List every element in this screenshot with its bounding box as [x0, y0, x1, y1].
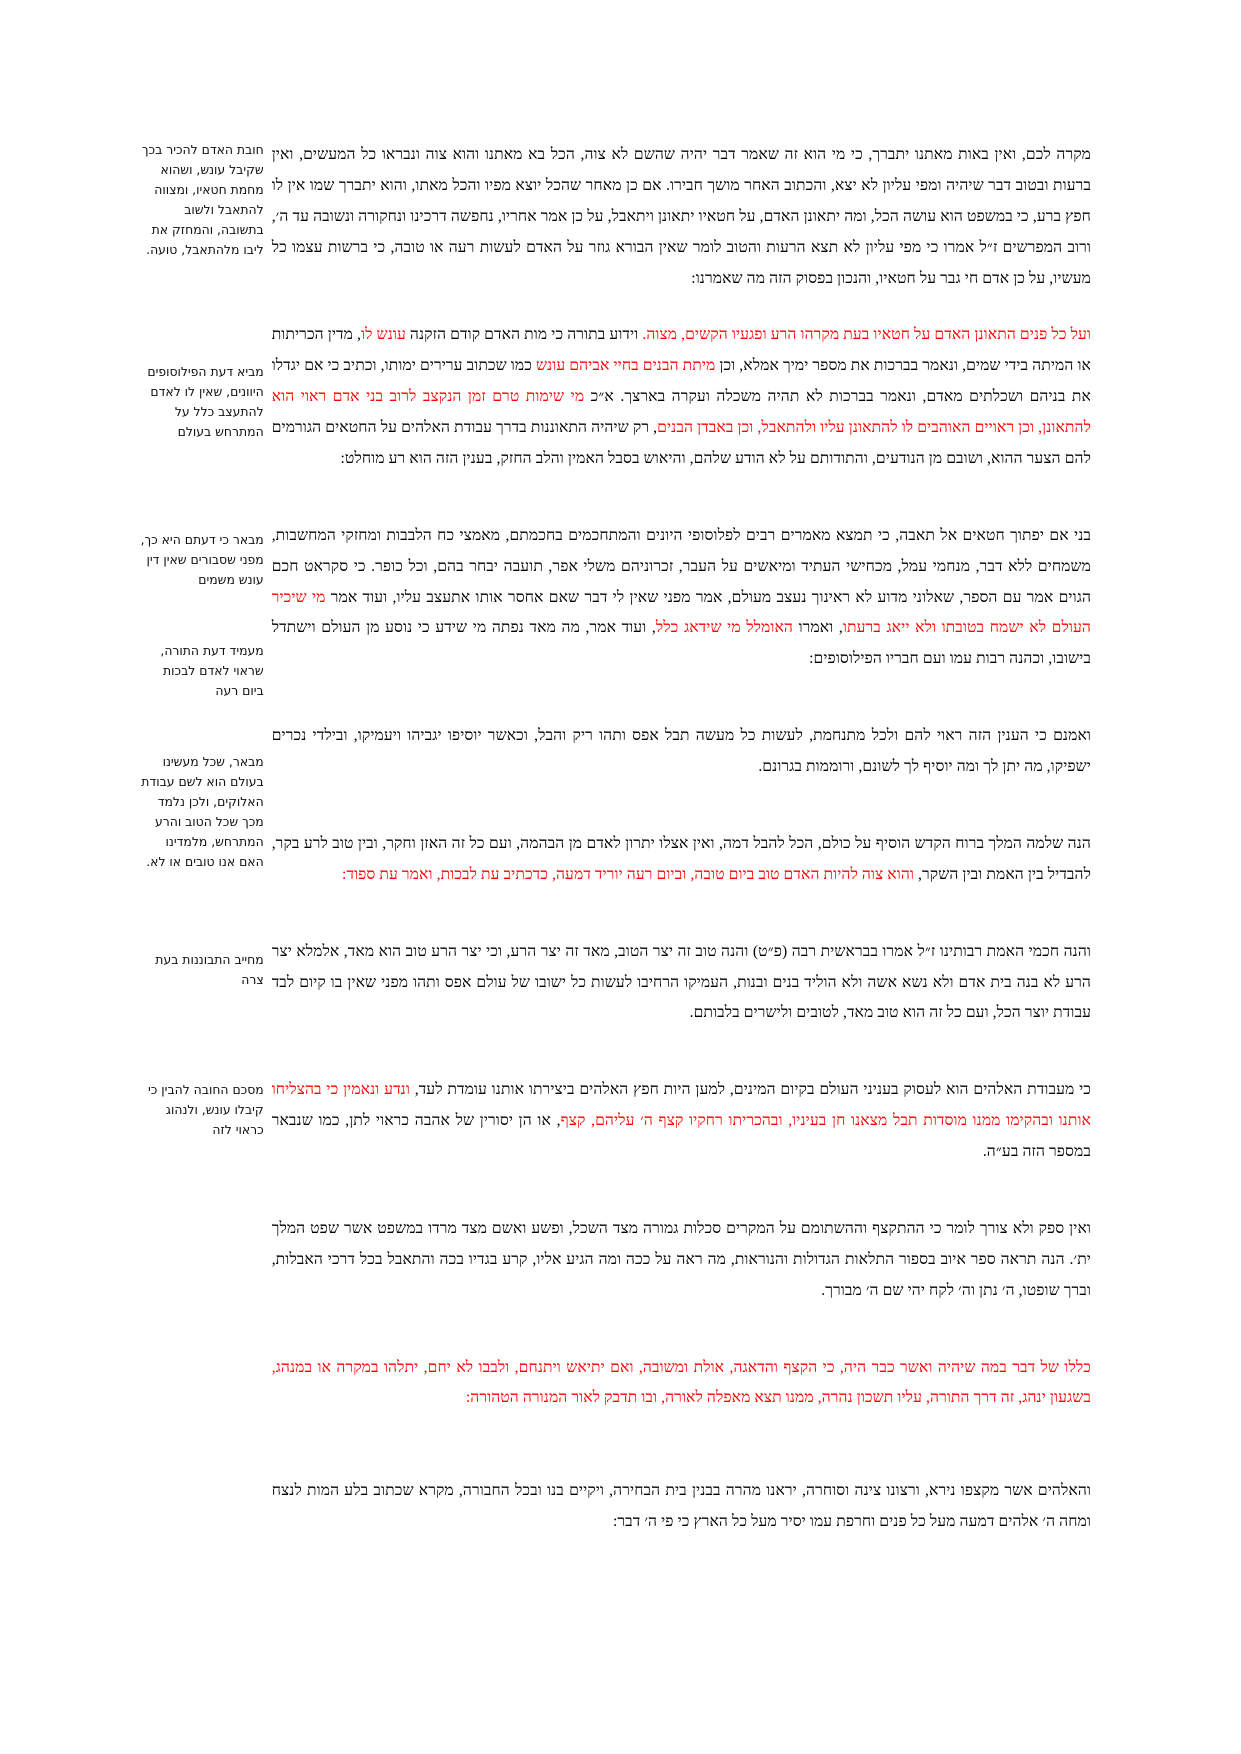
- text-run-red: מי שיכיר העולם לא ישמח בטובתו ולא ייאג ברעתו: [271, 588, 1091, 637]
- text-run: א״כ: [584, 388, 614, 406]
- text-run-red: והוא צוה להיות האדם טוב ביום טובה, וביום רעה יוריד דמעה, כדכתיב עת לבכות, ואמר עת ספוד:: [342, 865, 914, 883]
- text-run: בני אם יפתוך חטאים אל תאבה, כי תמצא מאמרים רבים לפלוסופי היונים והמתחכמים בחכמתם, מאמצי כח הלבבות ומחזקי המחשבות, משמחים ללא דבר, מנחמי עמל, מכחישי העתיד ומיאשים על העבר, זכרוניהם משלי אפר, תועבה יבחר בהם, וכל כופר. כי סקראט חכם הגוים אמר עם הספר, שאלוני מדוע לא ראינוך נעצב מעולם, אמר מפני שאין לי דבר שאם אחסר אותו אתעצב עליו, ועוד אמר: [271, 526, 1092, 606]
- margin-note: מחייב התבוננות בעת צרה: [155, 952, 264, 988]
- paragraph-10: [272, 1476, 1091, 1538]
- text-run: , ואמרו: [793, 619, 843, 637]
- text-run: , רק שיהיה התאוננות בדרך עבודת האלהים על החטאים הגורמים להם הצער ההוא, ושובם מן הנודעים, והתודותם על לא הודע שלהם, והיאוש בסבל האמין והלב החזק, בענין הזה הוא רע מוחלט:: [271, 419, 1091, 467]
- paragraph-3: [272, 521, 1091, 675]
- text-run-red: מיתת הבנים בחיי אביהם עונש: [535, 357, 716, 375]
- text-run-red: ועל כל פנים התאונן האדם על חטאיו בעת מקרהו הרע ופגעיו הקשים, מצוה.: [642, 326, 1091, 344]
- paragraph-5: [272, 829, 1091, 891]
- paragraph-8: [272, 1214, 1091, 1307]
- text-run: , מדין הכריתות או המיתה בידי שמים, ונאמר בברכות את מספר ימיך אמלא, וכן: [271, 326, 1091, 375]
- page-content: [140, 140, 1092, 1564]
- paragraph-6: [272, 937, 1091, 1030]
- text-run: ואמנם כי הענין הזה ראוי להם ולכל מתנחמת, לעשות כל מעשה תבל אפס ותהו ריק והבל, וכאשר יוסיפו יגביהו ויעמיקו, ובילדי נכרים ישפיקו, מה יתן לך ומה יוסיף לך לשונם, ורוממות בגרונם.: [271, 727, 1091, 775]
- text-run-red: מי שימות טרם זמן הנקצב לרוב בני אדם ראוי הוא להתאונן, וכן ראויים האוהבים לו להתאונן עליו ולהתאבל, וכן באבדן הבנים: [271, 388, 1091, 436]
- paragraph-1: [272, 140, 1091, 294]
- text-run: כי מעבודת האלהים הוא לעסוק בעניני העולם בקיום המינים, למען היות חפץ האלהים ביצירתו אותנו עומדת לעד,: [409, 1081, 1091, 1099]
- text-run: ואין ספק ולא צורך לומר כי ההתקצף וההשתומם על המקרים סכלות גמורה מצד השכל, ופשע ואשם מצד מרדו במשפט אשר שפט המלך ית׳. הנה תראה ספר איוב בספור התלאות הגדולות והנוראות, מה ראה על ככה ומה הגיע אליו, קרע בגדיו בכה והתאבל בכל דרכי האבלות, וברך שופטו, ה׳ נתן וה׳ לקח יהי שם ה׳ מבורך.: [271, 1219, 1091, 1299]
- text-run: וידוע בתורה כי מות האדם קודם הזקנה: [405, 326, 643, 344]
- paragraph-4: [272, 721, 1091, 783]
- paragraph-2: [272, 320, 1091, 474]
- margin-note: חובת האדם להכיר בכך שקיבל עונש, ושהוא מחמת חטאיו, ומצווה להתאבל ולשוב בתשובה, והמחזק את ליבו מלהתאבל, טועה.: [141, 142, 264, 258]
- text-run: , או הן יסורין של אהבה כראוי לתן, כמו שנבאר במספר הזה בע״ה.: [271, 1112, 1091, 1160]
- text-run: , ועוד אמר, מה מאד נפתה מי שידע כי נוסע מן העולם וישתדל בישובו, וכהנה רבות עמו ועם חבריו הפילוסופים:: [271, 619, 1091, 668]
- margin-note: מבאר כי דעתם היא כך, מפני שסבורים שאין דין עונש משמים: [140, 532, 264, 588]
- body-text-column: [268, 140, 1091, 1564]
- text-run: והנה חכמי האמת רבותינו ז״ל אמרו בבראשית רבה (פ״ט) והנה טוב זה יצר הטוב, מאד זה יצר הרע, וכי יצר הרע טוב הוא מאד, אלמלא יצר הרע לא בנה בית אדם ולא נשא אשה ולא הוליד בנים ובנות, העמיקו הרחיבו לעשות כל ישובו של עולם אפס ותהו מפני שאין בו קיום לבד עבודת יוצר הכל, ועם כל זה הוא טוב מאד, לטובים ולישרים בלבותם.: [271, 942, 1091, 1022]
- margin-note: מעמיד דעת התורה, שראוי לאדם לבכות ביום רעה: [160, 643, 264, 699]
- text-run: מקרה לכם, ואין באות מאתנו יתברך, כי מי הוא זה שאמר דבר יהיה שהשם לא צוה, הכל בא מאתנו והוא צוה ונבראו כל המעשים, ואין ברעות ובטוב דבר שיהיה ומפי עליון לא יצא, והכתוב האחר מושך חבירו. אם כן מאחר שהכל יוצא מפיו והכל מאתו, והוא יתברך שמו אין לו חפץ ברע, כי במשפט הוא עושה הכל, ומה יתאונן האדם, על חטאיו יתאונן ויתאבל, על כן אמר אחריו, נחפשה דרכינו ונחקורה ונשובה עד ה׳, ורוב המפרשים ז״ל אמרו כי מפי עליון לא תצא הרעות והטוב לומר שאין הבורא גוזר על האדם לעשות רעה או טובה, כי ברשות עצמו כל מעשיו, על כן אדם חי גבר על חטאיו, והנכון בפסוק הזה מה שאמרנו:: [271, 146, 1091, 287]
- margin-note: מבאר, שכל מעשינו בעולם הוא לשם עבודת האלוקים, ולכן נלמד מכך שכל הטוב והרע המתרחש, מלמדינו האם אנו טובים או לא.: [141, 754, 264, 870]
- text-run-red: כללו של דבר במה שיהיה ואשר כבר היה, כי הקצף והדאגה, אולת ומשובה, ואם יתיאש ויתנחם, ולבבו לא יחם, יתלהו במקרה או במנהג, בשגעון ינהג, זה דרך התורה, עליו תשכון נהרה, ממנו תצא מאפלה לאורה, ובו תדבק לאור המנורה הטהורה:: [271, 1358, 1091, 1407]
- margin-note: מביא דעת הפילוסופים היוונים, שאין לו לאדם להתעצב כלל על המתרחש בעולם: [147, 364, 264, 440]
- text-run: כמו שכתוב ערירים ימותו, וכתיב כי אם יגדלו את בניהם ושכלתים מאדם, ונאמר בברכות לא תהיה משכלה ועקרה בארצך.: [271, 357, 1091, 406]
- paragraph-7: [272, 1075, 1091, 1168]
- margin-note: מסכם החובה להבין כי קיבלו עונש, ולנהוג כראוי לזה: [148, 1082, 264, 1138]
- text-run-red: ונדע ונאמין כי בהצליחו אותנו ובהקימו ממנו מוסדות תבל מצאנו חן בעיניו, ובהכריתו רחקיו קצף ה׳ עליהם, קצף: [271, 1081, 1092, 1130]
- margin-notes-column: [140, 140, 268, 1564]
- text-run: הנה שלמה המלך ברוח הקדש הוסיף על כולם, הכל להבל דמה, ואין אצלו יתרון לאדם מן הבהמה, ועם כל זה האזן וחקר, ובין טוב לרע בקר, להבדיל בין האמת ובין השקר,: [271, 834, 1091, 883]
- text-run-red: עונש לו: [361, 326, 406, 344]
- text-run-red: האומלל מי שידאג כלל: [655, 619, 793, 637]
- paragraph-9: [272, 1353, 1091, 1415]
- text-run: והאלהים אשר מקצפו נירא, ורצונו צינה וסוחרה, יראנו מהרה בבנין בית הבחירה, ויקיים בנו ובכל החבורה, מקרא שכתוב בלע המות לנצח ומחה ה׳ אלהים דמעה מעל כל פנים וחרפת עמו יסיר מעל כל הארץ כי פי ה׳ דבר:: [271, 1482, 1091, 1531]
- margin-notes-host: [140, 140, 264, 1540]
